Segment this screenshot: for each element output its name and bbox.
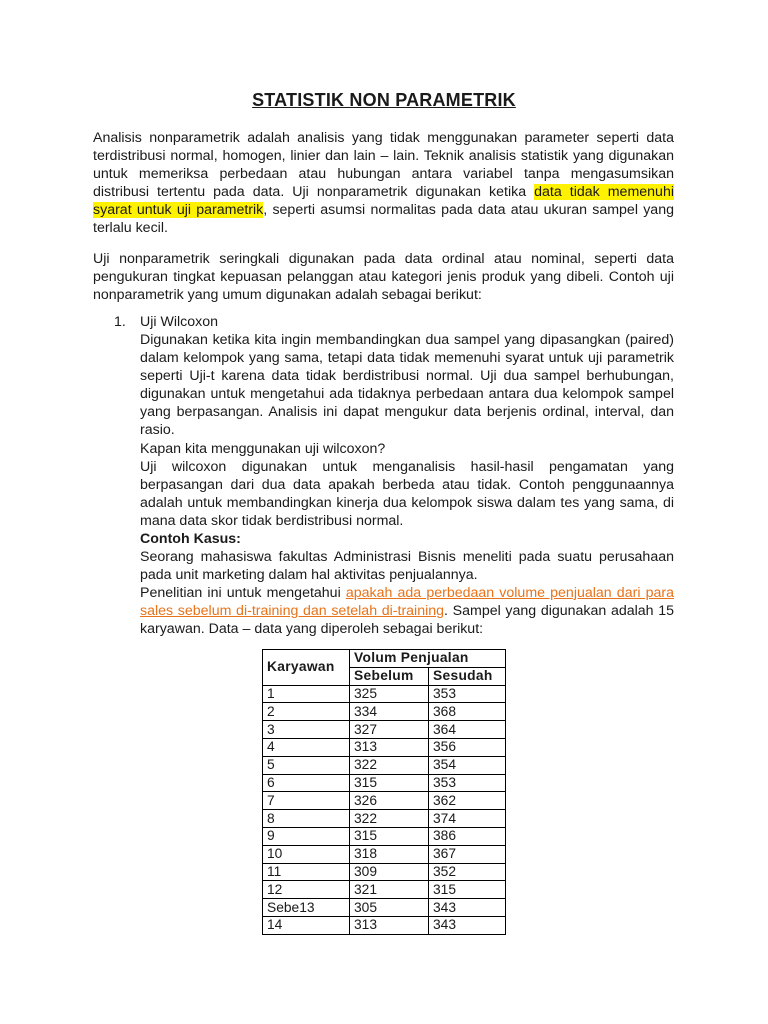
table-row	[263, 756, 506, 774]
list-number: 1.	[114, 314, 126, 330]
cell-sebelum: 313	[350, 738, 429, 756]
cell-karyawan: 10	[263, 845, 350, 863]
cell-karyawan: 11	[263, 863, 350, 881]
table-row	[263, 899, 506, 917]
wilcoxon-question: Kapan kita menggunakan uji wilcoxon?	[140, 441, 386, 457]
cell-sesudah: 343	[429, 899, 506, 917]
cell-karyawan: 12	[263, 881, 350, 899]
research-link[interactable]: apakah ada perbedaan volume penjualan dari para sales sebelum di-training dan setelah di-training	[140, 585, 674, 619]
research-text: Penelitian ini untuk mengetahui	[140, 585, 346, 601]
cell-karyawan: 1	[263, 685, 350, 703]
wilcoxon-description: Digunakan ketika kita ingin membandingkan dua sampel yang dipasangkan (paired) dalam kelompok yang sama, tetapi data tidak memenuhi syarat untuk uji parametrik seperti Uji-t karena data tidak berdistribusi normal. Uji dua sampel berhubungan, digunakan untuk mengetahui ada tidaknya perbedaan antara dua kelompok sampel yang berpasangan. Analisis ini dapat mengukur data berjenis ordinal, interval, dan rasio.	[140, 332, 674, 438]
case-text: Seorang mahasiswa fakultas Administrasi Bisnis meneliti pada suatu perusahaan pada unit marketing dalam hal aktivitas penjualannya.	[140, 549, 674, 583]
cell-sebelum: 305	[350, 899, 429, 917]
table-row	[263, 721, 506, 739]
cell-sebelum: 315	[350, 774, 429, 792]
cell-sesudah: 368	[429, 703, 506, 721]
cell-karyawan: 3	[263, 721, 350, 739]
wilcoxon-answer: Uji wilcoxon digunakan untuk menganalisis hasil-hasil pengamatan yang berpasangan dari dua data apakah berbeda atau tidak. Contoh penggunaannya adalah untuk membandingkan kinerja dua kelompok siswa dalam tes yang sama, di mana data skor tidak berdistribusi normal.	[140, 459, 674, 529]
table-row	[263, 774, 506, 792]
header-volum-penjualan: Volum Penjualan	[350, 650, 506, 668]
cell-karyawan: 7	[263, 792, 350, 810]
intro-paragraph-1	[93, 129, 674, 237]
header-sebelum: Sebelum	[350, 667, 429, 685]
intro-text-end: , seperti asumsi normalitas pada data atau ukuran sampel yang terlalu kecil.	[93, 202, 674, 236]
highlighted-text: data tidak memenuhi syarat untuk uji parametrik	[93, 184, 674, 218]
cell-sebelum: 309	[350, 863, 429, 881]
cell-sebelum: 318	[350, 845, 429, 863]
cell-sesudah: 367	[429, 845, 506, 863]
cell-sebelum: 315	[350, 827, 429, 845]
table-row	[263, 792, 506, 810]
cell-sebelum: 327	[350, 721, 429, 739]
research-text-end: . Sampel yang digunakan adalah 15 karyawan. Data – data yang diperoleh sebagai berikut:	[140, 603, 674, 637]
cell-karyawan: 4	[263, 738, 350, 756]
table-row	[263, 738, 506, 756]
cell-sesudah: 353	[429, 774, 506, 792]
cell-karyawan: 2	[263, 703, 350, 721]
cell-karyawan: 6	[263, 774, 350, 792]
cell-sebelum: 322	[350, 810, 429, 828]
cell-sesudah: 356	[429, 738, 506, 756]
cell-sesudah: 352	[429, 863, 506, 881]
sales-volume-table	[262, 649, 506, 935]
table-row	[263, 703, 506, 721]
table-row	[263, 810, 506, 828]
cell-karyawan: 9	[263, 827, 350, 845]
table-row	[263, 845, 506, 863]
cell-sebelum: 321	[350, 881, 429, 899]
cell-sesudah: 353	[429, 685, 506, 703]
cell-sesudah: 343	[429, 916, 506, 934]
cell-sesudah: 354	[429, 756, 506, 774]
table-row	[263, 685, 506, 703]
cell-sebelum: 334	[350, 703, 429, 721]
list-heading: Uji Wilcoxon	[140, 314, 219, 330]
cell-karyawan: 5	[263, 756, 350, 774]
cell-sesudah: 362	[429, 792, 506, 810]
research-paragraph	[140, 584, 674, 638]
page-title: STATISTIK NON PARAMETRIK	[252, 90, 516, 110]
case-label: Contoh Kasus:	[140, 531, 241, 547]
intro-text: Analisis nonparametrik adalah analisis yang tidak menggunakan parameter seperti data terdistribusi normal, homogen, linier dan lain – lain. Teknik analisis statistik yang digunakan untuk memeriksa perbedaan atau hubungan antara variabel tanpa mengasumsikan distribusi tertentu pada data. Uji nonparametrik digunakan ketika	[93, 130, 674, 200]
cell-sebelum: 326	[350, 792, 429, 810]
table-row	[263, 881, 506, 899]
cell-sebelum: 322	[350, 756, 429, 774]
table-row	[263, 863, 506, 881]
cell-sebelum: 325	[350, 685, 429, 703]
header-sesudah: Sesudah	[429, 667, 506, 685]
cell-karyawan: 14	[263, 916, 350, 934]
cell-sesudah: 364	[429, 721, 506, 739]
cell-sesudah: 315	[429, 881, 506, 899]
cell-karyawan: 8	[263, 810, 350, 828]
intro-paragraph-2: Uji nonparametrik seringkali digunakan pada data ordinal atau nominal, seperti data pengukuran tingkat kepuasan pelanggan atau kategori jenis produk yang dibeli. Contoh uji nonparametrik yang umum digunakan adalah sebagai berikut:	[93, 251, 674, 303]
table-row	[263, 916, 506, 934]
cell-sebelum: 313	[350, 916, 429, 934]
header-karyawan: Karyawan	[263, 650, 350, 686]
cell-karyawan: Sebe13	[263, 899, 350, 917]
cell-sesudah: 386	[429, 827, 506, 845]
cell-sesudah: 374	[429, 810, 506, 828]
table-row	[263, 827, 506, 845]
